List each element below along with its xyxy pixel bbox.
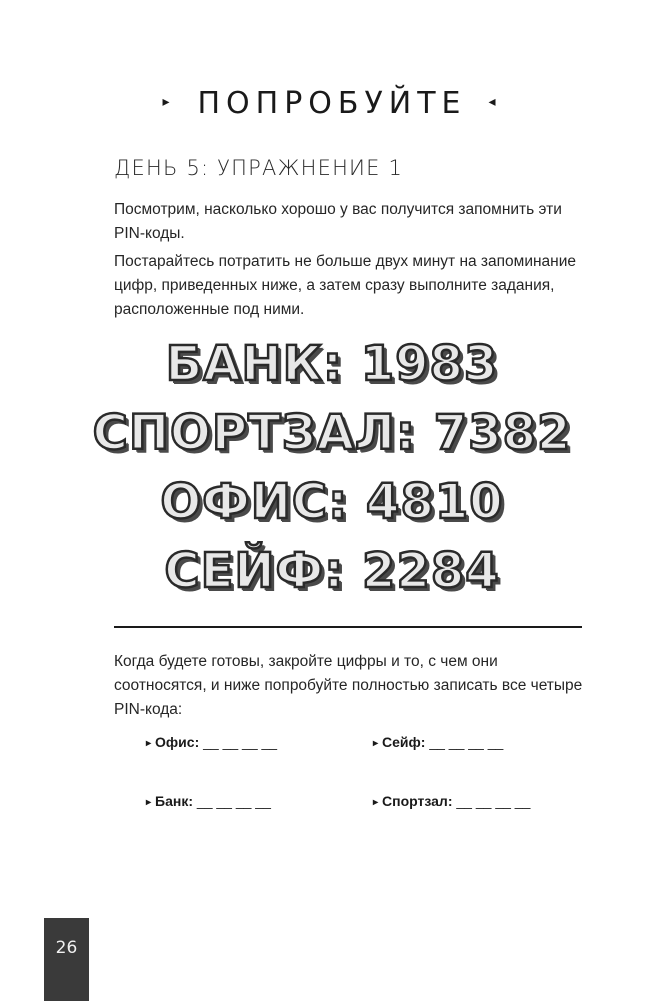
triangle-left-icon: ◂ xyxy=(488,93,502,110)
pin-office: ОФИС: 4810 xyxy=(160,474,504,530)
section-title: ПОПРОБУЙТЕ xyxy=(197,86,467,121)
intro-paragraph-1: Посмотрим, насколько хорошо у вас получится запомнить эти PIN-коды. xyxy=(114,201,562,242)
safe-blank[interactable]: __ __ __ __ xyxy=(429,734,504,750)
gym-answer-field[interactable] xyxy=(373,793,530,809)
bank-answer-field[interactable] xyxy=(146,793,271,809)
pin-codes-block xyxy=(0,330,664,606)
instruction-paragraph: Когда будете готовы, закройте цифры и то, с чем они соотносятся, и ниже попробуйте полностью записать все четыре PIN-кода: xyxy=(114,653,583,718)
pin-safe: СЕЙФ: 2284 xyxy=(164,543,500,599)
page-header xyxy=(0,86,664,121)
page-number-tab xyxy=(44,918,89,1001)
intro-paragraph-2: Постарайтесь потратить не больше двух минут на запоминание цифр, приведенных ниже, а затем сразу выполните задания, расположенные под ними. xyxy=(114,253,577,318)
safe-answer-field[interactable] xyxy=(373,734,503,750)
page-number: 26 xyxy=(55,938,78,958)
gym-label: Спортзал: xyxy=(382,793,453,809)
safe-label: Сейф: xyxy=(382,734,426,750)
bullet-arrow-icon: ▸ xyxy=(146,738,152,749)
exercise-subtitle: ДЕНЬ 5: УПРАЖНЕНИЕ 1 xyxy=(114,156,404,180)
pin-gym: СПОРТЗАЛ: 7382 xyxy=(92,405,572,461)
office-label: Офис: xyxy=(155,734,200,750)
office-answer-field[interactable] xyxy=(146,734,277,750)
pin-bank: БАНК: 1983 xyxy=(165,336,499,392)
bank-label: Банк: xyxy=(155,793,194,809)
bullet-arrow-icon: ▸ xyxy=(146,797,152,808)
triangle-right-icon: ▸ xyxy=(162,93,176,110)
office-blank[interactable]: __ __ __ __ xyxy=(203,734,278,750)
gym-blank[interactable]: __ __ __ __ xyxy=(456,793,531,809)
bullet-arrow-icon: ▸ xyxy=(373,797,379,808)
bullet-arrow-icon: ▸ xyxy=(373,738,379,749)
divider xyxy=(114,626,582,628)
bank-blank[interactable]: __ __ __ __ xyxy=(196,793,271,809)
